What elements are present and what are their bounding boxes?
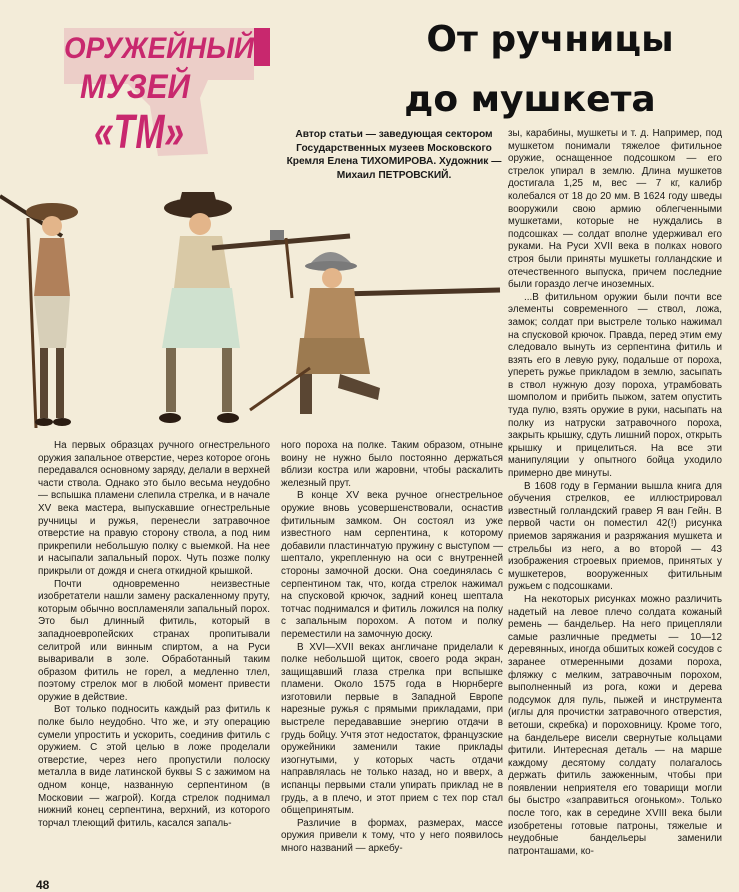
- article-title: [330, 10, 730, 130]
- paragraph: В 1608 году в Германии вышла книга для обучения стрелков, ее иллюстрировал известный голландский гравер Я ван Гейн. В первой части он поместил 42(!) рисунка приемов заряжания и разряжания мушкета и стрельбы из него, а во второй — 43 изображения строевых приемов, принятых у мушкетеров, вооруженных фитильным ружьем с подсошками.: [508, 480, 722, 593]
- text-column-middle: [281, 440, 503, 856]
- paragraph: Вот только подносить каждый раз фитиль к полке было неудобно. Что же, и эту операцию сумели упростить и ускорить, соединив фитиль с оружием. С этой целью в ложе проделали отверстие, через него пропустили полоску металла в виде латинской буквы S с зажимом на одном конце, названную серпентином (в Московии — жагрой). Когда стрелок поднимал нижний конец серпентина, верхний, из которого торчал тлеющий фитиль, касался запаль-: [38, 704, 270, 829]
- paragraph: Почти одновременно неизвестные изобретатели нашли замену раскаленному пруту, которым обычно воспламеняли запальный порох. Это был длинный фитиль, который в западноевропейских странах пропитывали селитрой или винным спиртом, а на Руси вываривали в золе. Обработанный таким образом фитиль не горел, а медленно тлел, поэтому стрелок мог в любой момент привести оружие в действие.: [38, 578, 270, 703]
- logo-line2: МУЗЕЙ: [80, 68, 200, 106]
- paragraph: ного пороха на полке. Таким образом, отныне воину не нужно было постоянно держаться вблизи костра или жаровни, чтобы раскалить железный прут.: [281, 440, 503, 489]
- text-column-left: [38, 440, 270, 830]
- title-line2: до мушкета: [404, 79, 656, 120]
- paragraph: ...В фитильном оружии были почти все элементы современного — ствол, ложа, замок; солдат при выстреле только нажимал на спусковой крючок. Правда, перед этим ему следовало вынуть из серпентина фитиль и взять его в левую руку, подальше от пороха, упереть ружье прикладом в землю, засыпать в ствол нужную дозу пороха, утрамбовать шомполом и прибить пыжом, затем опустить туда пулю, взять оружие в руки, насыпать на полку из натруски затравочного пороха, закрыть крышку, сдуть лишний порох, открыть крышку и прицелиться. На все эти манипуляции у опытного бойца уходило примерно две минуты.: [508, 291, 722, 480]
- logo-graphic: [58, 22, 276, 162]
- page-number: 48: [36, 878, 50, 892]
- museum-logo: [58, 22, 276, 162]
- text-column-right: [508, 128, 722, 858]
- paragraph: Различие в формах, размерах, массе оружия привели к тому, что у него появилось много названий — аркебу-: [281, 817, 503, 854]
- musketeers-illustration: [0, 178, 510, 440]
- paragraph: На некоторых рисунках можно различить надетый на левое плечо солдата кожаный ремень — бандельер. На него прицепляли самые различные предметы — 10—12 деревянных, иногда обшитых кожей сосудов с заранее отмеренными дозами пороха, фляжку с мелким, затравочным порохом, выполненный из рога, кожи и дерева подсумок для пуль, пыжей и инструмента (иглы для прочистки затравочного отверстия, ветоши, скребка) и пороховницу. Кроме того, на бандельере висели свернутые кольцами фитили. Интересная деталь — на марше каждому десятому солдату полагалось держать фитиль зажженным, чтобы при появлении неприятеля его товарищи могли бы быстро «заправиться огоньком». Только после того, как в середине XVIII века были изобретены готовые патроны, тяжелые и неудобные бандельеры заменили патронташами, ко-: [508, 593, 722, 857]
- paragraph: В XVI—XVII веках англичане приделали к полке небольшой щиток, своего рода экран, защищавший глаза стрелка при вспышке пламени. Около 1575 года в Нюрнберге изготовили первые в Западной Европе нарезные ружья с прямыми прикладами, при выстреле передававшие энергию отдачи в грудь бойцу. Учтя этот недостаток, французские оружейники заменили такие приклады изогнутыми, у которых часть отдачи направлялась не только назад, но и вверх, а испанцы первыми стали упирать приклад не в грудь, а в плечо, и этот прием с тех пор стал общепринятым.: [281, 641, 503, 817]
- title-line1: От ручницы: [426, 19, 674, 60]
- logo-line3: «ТМ»: [94, 106, 184, 159]
- paragraph: зы, карабины, мушкеты и т. д. Например, под мушкетом понимали тяжелое фитильное оружие, оснащенное подсошком — его стрелок упирал в землю. Длина мушкетов достигала 1,25 м, вес — 7 кг, калибр колебался от 18 до 20 мм. В 1624 году шведы вооружили свою армию облегченными мушкетами, которые не нуждались в подсошках — солдат вполне удерживал его руками. На Руси XVII века в полках нового строя были приняты мушкеты голландские и отечественного выпуска, причем последние были гораздо легче иноземных.: [508, 128, 722, 291]
- author-credits: Автор статьи — заведующая сектором Государственных музеев Московского Кремля Елена ТИХОМИРОВА. Художник — Михаил ПЕТРОВСКИЙ.: [286, 129, 502, 181]
- paragraph: В конце XV века ручное огнестрельное оружие вновь усовершенствовали, оснастив фитильным замком. Он состоял из уже известного нам серпентина, к которому добавили пластинчатую пружину с выступом — шептало, укрепленную на оси с внутренней стороны замочной доски. Она соединялась с серпентином так, что, когда стрелок нажимал на спусковой крючок, задний конец шептала тотчас поднимался и фитиль ложился на полку с запальным порохом. А потом и полку переместили на замочную доску.: [281, 490, 503, 640]
- paragraph: На первых образцах ручного огнестрельного оружия запальное отверстие, через которое огонь передавался основному заряду, делали в верхней части ствола. Однако это было весьма неудобно — вспышка пламени слепила стрелка, и в начале XV века мастера, выпускавшие огнестрельные ручницы и ружья, перенесли затравочное отверстие на правую сторону ствола, а под ним прикрепили небольшую полку с выемкой. На нее и насыпали запальный порох. Чуть позже полку прикрыли от дождя и снега откидной крышкой.: [38, 440, 270, 577]
- logo-line1: ОРУЖЕЙНЫЙ: [64, 32, 270, 65]
- musketeer-figure-left: [0, 196, 78, 428]
- musketeers-drawing: [0, 178, 510, 440]
- musketeer-figure-right: [250, 252, 500, 414]
